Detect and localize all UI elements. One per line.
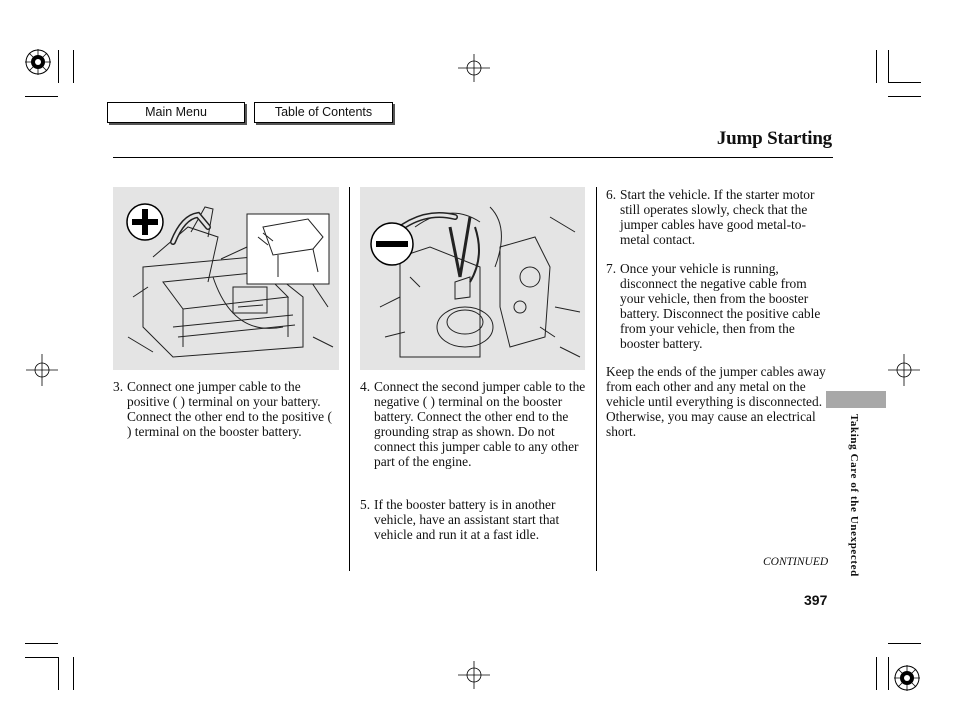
figure-negative-terminal	[360, 187, 585, 370]
step-text: Connect one jumper cable to the positive ( ) terminal on your battery. Connect the other end to the positive ( ) terminal on the booster battery.	[127, 379, 332, 439]
step-number: 5.	[360, 497, 371, 512]
crosshair-mark-icon	[26, 354, 58, 386]
page-number: 397	[804, 592, 828, 608]
step-7	[606, 261, 834, 351]
step-5	[360, 497, 590, 542]
registration-target-icon	[893, 664, 921, 692]
step-text: If the booster battery is in another vehicle, have an assistant start that vehicle and run it at a fast idle.	[374, 497, 560, 542]
step-6	[606, 187, 834, 247]
figure-positive-terminal	[113, 187, 339, 370]
title-rule	[113, 157, 833, 158]
step-text: Connect the second jumper cable to the negative ( ) terminal on the booster battery. Connect the other end to the grounding strap as shown. Do not connect this jumper cable to any other part of the engine.	[374, 379, 586, 469]
step-4	[360, 379, 590, 469]
battery-illustration	[113, 187, 339, 370]
column-divider	[349, 187, 350, 571]
safety-note: Keep the ends of the jumper cables away from each other and any metal on the vehicle until everything is disconnected. Otherwise, you may cause an electrical short.	[606, 364, 826, 439]
page-title: Jump Starting	[716, 128, 832, 149]
registration-target-icon	[24, 48, 52, 76]
step-number: 7.	[606, 261, 617, 276]
column-divider	[596, 187, 597, 571]
step-number: 4.	[360, 379, 371, 394]
continued-label: CONTINUED	[763, 556, 829, 568]
table-of-contents-button[interactable]: Table of Contents	[254, 102, 393, 123]
step-number: 3.	[113, 379, 124, 394]
crosshair-mark-icon	[458, 54, 490, 82]
section-tab	[826, 391, 886, 408]
step-text: Once your vehicle is running, disconnect the negative cable from your vehicle, then from the booster battery. Disconnect the positive cable from your vehicle, then from the booster battery.	[620, 261, 821, 351]
step-text: Start the vehicle. If the starter motor still operates slowly, check that the jumper cables have good metal-to-metal contact.	[620, 187, 815, 247]
section-side-label: Taking Care of the Unexpected	[848, 414, 860, 577]
main-menu-button[interactable]: Main Menu	[107, 102, 245, 123]
step-3	[113, 379, 335, 439]
crosshair-mark-icon	[458, 661, 490, 689]
step-number: 6.	[606, 187, 617, 202]
engine-illustration	[360, 187, 585, 370]
crosshair-mark-icon	[888, 354, 920, 386]
